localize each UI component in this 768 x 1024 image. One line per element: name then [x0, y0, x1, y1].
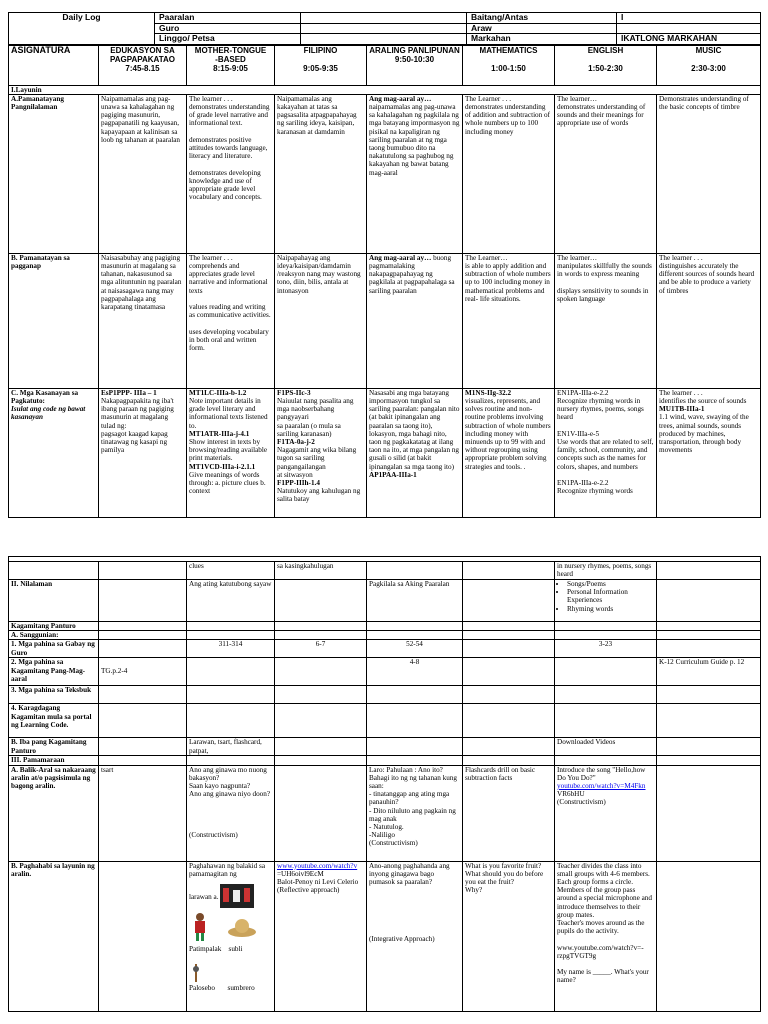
kag-esp: TG.p.2-4	[99, 658, 187, 686]
esp-code: EsP1PPP- IIIa – 1	[101, 388, 157, 397]
ap-header: ARALING PANLIPUNAN 9:50-10:30	[367, 45, 463, 85]
balik-esp: tsart	[99, 765, 187, 861]
fil-header: FILIPINO 9:05-9:35	[275, 45, 367, 85]
cont-math	[463, 562, 555, 580]
kag-label: 2. Mga pahina sa Kagamitang Pang-Mag-aaral	[9, 658, 99, 686]
araw-label: Araw	[467, 23, 617, 34]
row-c-esp	[99, 388, 187, 517]
balik-music	[657, 765, 761, 861]
baitang-label: Baitang/Antas	[467, 13, 617, 24]
row-a-math: The Learner . . . demonstrates understanding of addition and subtraction of whole numbers up to 100 including money	[463, 94, 555, 253]
linggo-value[interactable]	[301, 34, 467, 45]
kag-ap: 4-8	[367, 658, 463, 686]
kagamitan-label: Kagamitang Panturo	[9, 622, 99, 631]
youtube-link-1[interactable]: youtube.com/watch?v=M4Fkn	[557, 782, 646, 791]
fil-text-1: Naiuulat nang pasalita ang mga naobserbahang pangyayari sa paaralan (o mula sa sariling karanasan)	[277, 396, 354, 438]
mtb-text-1: Note important details in grade level literary and informational texts listened to.	[189, 396, 268, 430]
mtb-code-1: MT1LC-IIIa-b-1.2	[189, 388, 247, 397]
pagh-eng: Teacher divides the class into small groups with 4-6 members. Each group forms a circle. Members of the group pass around a special microphone and introduce themselves to their group mates. Teacher's moves around as the pupils do the activity. www.youtube.com/watch?v=-rzpgTVGT9g My name is _____. What's your name?	[555, 861, 657, 1011]
row-c-label-italic: Isulat ang code ng bawat kasanayan	[11, 405, 86, 422]
gabay-label: 1. Mga pahina sa Gabay ng Guro	[9, 640, 99, 658]
baitang-value: I	[617, 13, 761, 24]
row-a-ap	[367, 94, 463, 253]
balik-eng-text-2: VR6bHU (Constructivism)	[557, 790, 606, 807]
cont-fil: sa kasingkahulugan	[275, 562, 367, 580]
cont-eng: in nursery rhymes, poems, songs heard	[555, 562, 657, 580]
cont-ap	[367, 562, 463, 580]
balik-ap: Laro: Pahulaan : Ano ito? Bahagi ito ng ng tahanan kung saan: - tinatanggap ang ating mga panauhin? - Dito niluluto ang pagkain ng mag anak - Natutulog. -Naliligo (Constructivism)	[367, 765, 463, 861]
nilalaman-math	[463, 580, 555, 622]
row-c-music	[657, 388, 761, 517]
music-text-2: 1.1 wind, wave, swaying of the trees, animal sounds, sounds produced by machines, transportation, through body movements	[659, 413, 749, 455]
paaralan-value[interactable]	[301, 13, 467, 24]
mtb-text-2: Show interest in texts by browsing/reading available print materials.	[189, 437, 268, 463]
hat-picture	[227, 916, 257, 940]
pagh-mtb-larawan: larawan a.	[189, 892, 219, 901]
row-b-ap-text: buong pagmamalaking nakapagpapahayag ng pagkilala at pagpapahalaga sa sariling paaralan	[369, 253, 455, 295]
layunin-label: I.Layunin	[9, 85, 761, 94]
row-b-eng: The learner… manipulates skillfully the sounds in words to express meaning displays sensitivity to sounds in spoken language	[555, 253, 657, 388]
fil-text-3: Natutukoy ang kahulugan ng salita batay	[277, 487, 361, 504]
list-item: • Songs/Poems	[567, 580, 654, 588]
lesson-table-2	[8, 556, 761, 1012]
pagh-ap: Ano-anong paghahanda ang inyong ginagawa bago pumasok sa paaralan? (Integrative Approach)	[367, 861, 463, 1011]
cont-esp	[99, 562, 187, 580]
pagh-mtb-text: Paghahawan ng balakid sa pamamagitan ng	[189, 861, 266, 878]
nilalaman-mtb: Ang ating katutubong sayaw	[187, 580, 275, 622]
row-b-math: The Learner… is able to apply addition and subtraction of whole numbers up to 100 including money in mathematical problems and real- life situations.	[463, 253, 555, 388]
pagh-fil	[275, 861, 367, 1011]
row-a-fil: Naipamamalas ang kakayahan at tatas sa pagsasalita atpagpapahayag ng sariling ideya, kaisipan, karanasan at damdamin	[275, 94, 367, 253]
row-c-label-bold: C. Mga Kasanayan sa Pagkatuto:	[11, 388, 79, 405]
row-b-ap-bold: Ang mag-aaral ay…	[369, 253, 432, 262]
mtb-header: MOTHER-TONGUE -BASED 8:15-9:05	[187, 45, 275, 85]
nilalaman-music	[657, 580, 761, 622]
youtube-link-2[interactable]: www.youtube.com/watch?v	[277, 861, 358, 870]
row-a-mtb: The learner . . . demonstrates understanding of grade level narrative and informational text. demonstrates positive attitudes towards language, literacy and literature. demonstrates developing knowledge and use of appropriate grade level vocabulary and concepts.	[187, 94, 275, 253]
row-c-label	[9, 388, 99, 517]
cont-music	[657, 562, 761, 580]
nilalaman-fil	[275, 580, 367, 622]
row-a-eng: The learner… demonstrates understanding of sounds and their meanings for appropriate use of words	[555, 94, 657, 253]
guro-label: Guro	[155, 23, 301, 34]
person-picture	[189, 912, 211, 944]
mtb-code-2: MT1ATR-IIIa-j-4.1	[189, 429, 250, 438]
pic-label-patimpalak: Patimpalak	[189, 945, 222, 954]
row-c-math	[463, 388, 555, 517]
esp-text: Nakapagpapakita ng iba't ibang paraan ng pagiging masunurin at magalang tulad ng: pagsagot kaagad kapag tinatawag ng kasapi ng pamilya	[101, 396, 174, 455]
row-a-music: Demonstrates understanding of the basic concepts of timbre	[657, 94, 761, 253]
esp-header: EDUKASYON SA PAGPAPAKATAO 7:45-8.15	[99, 45, 187, 85]
gabay-eng: 3-23	[555, 640, 657, 658]
list-item: • Rhyming words	[567, 605, 654, 613]
pic-label-subli: subli	[228, 945, 243, 954]
balik-label: A. Balik-Aral sa nakaraang aralin at/o pagsisimula ng bagong aralin.	[9, 765, 99, 861]
math-text: visualizes, represents, and solves routine and non-routine problems involving subtraction of whole numbers including money with minuends up to 99 with and without regrouping using appropriate problem solving strategies and tools. .	[465, 396, 551, 471]
kag-music: K-12 Curriculum Guide p. 12	[657, 658, 761, 686]
row-c-fil	[275, 388, 367, 517]
pamamaraan-label: III. Pamamaraan	[9, 756, 99, 765]
row-b-mtb: The learner . . . comprehends and appreciates grade level narrative and informational texts values reading and writing as communicative activities. uses developing vocabulary in both oral and written form.	[187, 253, 275, 388]
nilalaman-label: II. Nilalaman	[9, 580, 99, 622]
pagh-fil-text: =UH6oivl9EcM Balot-Penoy ni Levi Celerio (Reflective approach)	[277, 869, 359, 895]
row-c-mtb	[187, 388, 275, 517]
gabay-fil: 6-7	[275, 640, 367, 658]
markahan-label: Markahan	[467, 34, 617, 45]
page-1	[8, 12, 760, 518]
linggo-label: Linggo/ Petsa	[155, 34, 301, 45]
eng-header: ENGLISH 1:50-2:30	[555, 45, 657, 85]
pagh-mtb	[187, 861, 275, 1011]
iba-mtb: Larawan, tsart, flashcard, patpat,	[187, 738, 275, 756]
gabay-ap: 52-54	[367, 640, 463, 658]
gabay-mtb: 311-314	[187, 640, 275, 658]
row-c-ap	[367, 388, 463, 517]
header-table	[8, 12, 761, 45]
nilalaman-eng	[555, 580, 657, 622]
math-header: MATHEMATICS 1:00-1:50	[463, 45, 555, 85]
sanggunian-label: A. Sanggunian:	[9, 631, 99, 640]
pagh-math: What is you favorite fruit? What should you do before you eat the fruit? Why?	[463, 861, 555, 1011]
iba-label: B. Iba pang Kagamitang Panturo	[9, 738, 99, 756]
page-2	[8, 556, 760, 1012]
nilalaman-esp	[99, 580, 187, 622]
balik-eng-text: Introduce the song "Hello,how Do You Do?"	[557, 765, 646, 782]
paaralan-label: Paaralan	[155, 13, 301, 24]
pic-label-palosebo: Palosebo	[189, 983, 215, 992]
fil-text-2: Nagagamit ang wika bilang tugon sa sariling pangangailangan at sitwasyon	[277, 446, 357, 479]
guro-value[interactable]	[301, 23, 467, 34]
row-b-fil: Naipapahayag ang ideya/kaisipan/damdamin /reaksyon nang may wastong tono, diin, bilis, antala at intonasyon	[275, 253, 367, 388]
cont-mtb: clues	[187, 562, 275, 580]
asignatura-header: ASIGNATURA	[9, 45, 99, 85]
math-code: M1NS-IIg-32.2	[465, 388, 512, 397]
pic-label-sumbrero: sumbrero	[227, 983, 255, 992]
eng-content-list	[557, 580, 654, 613]
row-a-label: A.Pamanatayang Pangnilalaman	[9, 94, 99, 253]
row-c-eng: EN1PA-IIIa-e-2.2 Recognize rhyming words in nursery rhymes, poems, songs heard EN1V-IIIa-e-5 Use words that are related to self, family, school, community, and concepts such as the names for colors, shapes, and numbers EN1PA-IIIa-e-2.2 Recognize rhyming words	[555, 388, 657, 517]
fil-code-3: F1PP-IIIh-1.4	[277, 478, 320, 487]
lesson-table-1	[8, 45, 761, 518]
fil-code-1: F1PS-IIc-3	[277, 388, 311, 397]
balik-eng	[555, 765, 657, 861]
nilalaman-ap: Pagkilala sa Aking Paaralan	[367, 580, 463, 622]
daily-log-title: Daily Log	[9, 13, 155, 45]
balik-math: Flashcards drill on basic subtraction facts	[463, 765, 555, 861]
mtb-text-3: Give meanings of words through: a. picture clues b. context	[189, 470, 266, 496]
fil-code-2: F1TA-0a-j-2	[277, 437, 315, 446]
mtb-code-3: MT1VCD-IIIa-i-2.1.1	[189, 462, 256, 471]
pole-picture	[189, 964, 203, 984]
ap-text: Nasasabi ang mga batayang impormasyon tungkol sa sariling paaralan: pangalan nito (at bakit ipinangalan ang paaralan sa taong ito), lokasyon, mga bahagi nito, taon ng pagkakatatag at ilang taon na ito, at mga pangalan ng gusali o silid (at bakit ipinangalan sa mga taong ito)	[369, 388, 460, 471]
ap-code: AP1PAA-IIIa-1	[369, 470, 417, 479]
row-b-ap	[367, 253, 463, 388]
list-item: • Personal Information Experiences	[567, 588, 654, 604]
pagh-music	[657, 861, 761, 1011]
row-a-ap-bold: Ang mag-aaral ay…	[369, 94, 432, 103]
row-a-ap-text: naipamamalas ang pag-unawa sa kahalagahan ng pagkilala ng mga batayang impormasyon ng pisikal na kapaligiran ng sariling paaralan at ng mga taong bumubuo dito na nakatutulong sa paghubog ng kakayahan ng bawat batang mag-aaral	[369, 102, 460, 177]
music-code: MU1TB-IIIa-1	[659, 405, 705, 414]
teks-label: 3. Mga pahina sa Teksbuk	[9, 686, 99, 704]
row-b-label: B. Pamanatayan sa pagganap	[9, 253, 99, 388]
markahan-value: IKATLONG MARKAHAN	[617, 34, 761, 45]
row-b-music: The learner . . . distinguishes accurately the different sources of sounds heard and be able to produce a variety of timbres	[657, 253, 761, 388]
cont-label	[9, 562, 99, 580]
row-b-esp: Naisasabuhay ang pagiging masunurin at magalang sa tahanan, nakasusunod sa mga alituntunin ng paaralan at naisasagawa nang may pagpapahalaga ang karapatang tinatamasa	[99, 253, 187, 388]
music-header: MUSIC 2:30-3:00	[657, 45, 761, 85]
dance-picture	[220, 884, 254, 910]
music-text: The learner . . . identifies the source of sounds	[659, 388, 747, 405]
pagh-label: B. Paghahabi sa layunin ng aralin.	[9, 861, 99, 1011]
iba-eng: Downloaded Videos	[555, 738, 657, 756]
balik-mtb: Ano ang ginawa mo nuong bakasyon? Saan kayo nagpunta? Ano ang ginawa niyo doon? (Constructivism)	[187, 765, 275, 861]
balik-fil	[275, 765, 367, 861]
pagh-esp	[99, 861, 187, 1011]
karag-label: 4. Karagdagang Kagamitan mula sa portal ng Learning Code.	[9, 704, 99, 738]
araw-value[interactable]	[617, 23, 761, 34]
row-a-esp: Naipamamalas ang pag-unawa sa kahalagahan ng pagiging masunurin, pagpapanatili ng kaayusan, kapayapaan at kalinisan sa loob ng tahanan at paaralan	[99, 94, 187, 253]
